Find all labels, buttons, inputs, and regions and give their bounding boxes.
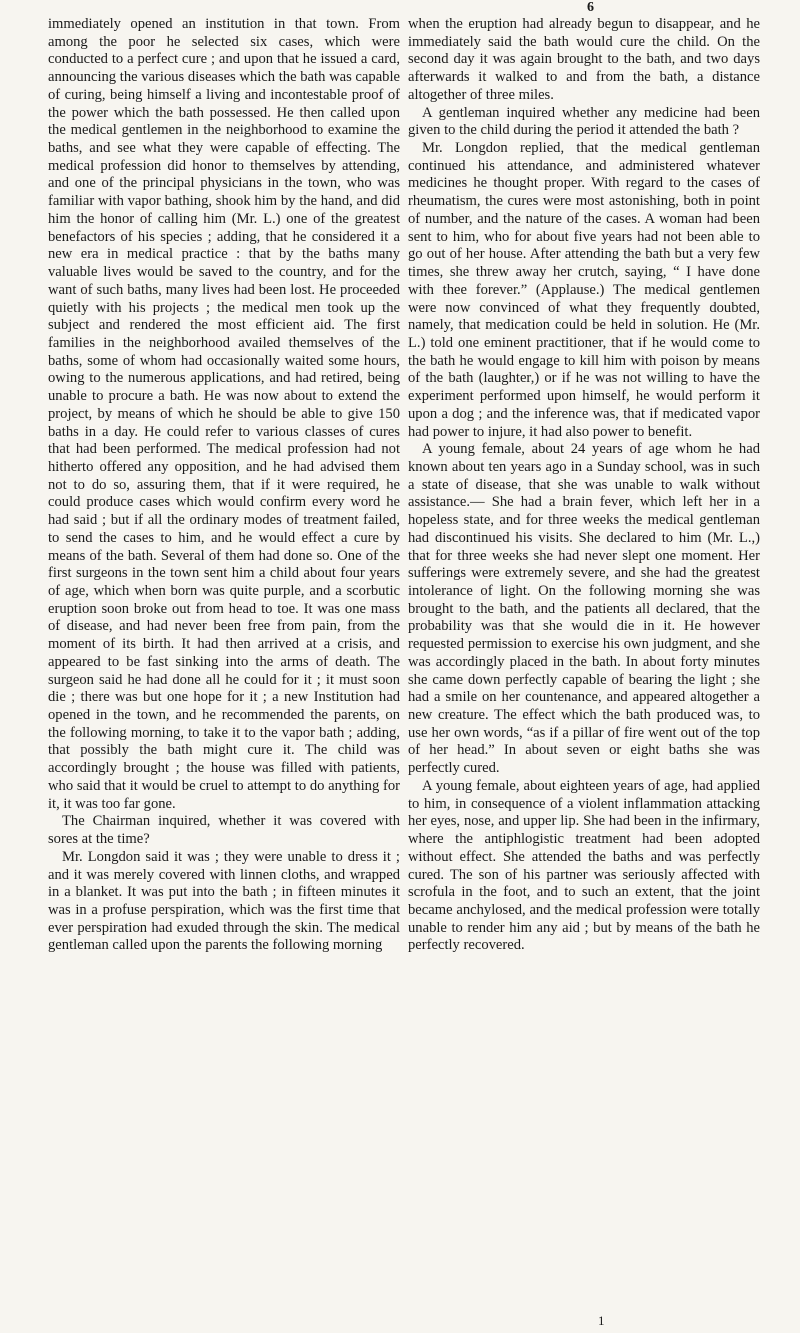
right-column — [408, 16, 760, 955]
paragraph: Mr. Longdon replied, that the medical gentleman continued his attendance, and administered whatever medicines he thought proper. With regard to the cases of rheumatism, the cures were most astonishing, both in point of number, and the nature of the cases. A woman had been sent to him, who for about five years had not been able to go out of her house. After attending the bath but a very few times, she threw away her crutch, saying, “ I have done with thee forever.” (Applause.) The medical gentlemen were now convinced of what they frequently doubted, namely, that medication could be held in solution. He (Mr. L.) told one eminent practitioner, that if he would come to the bath he would engage to kill him with poison by means of the bath (laughter,) or if he was not willing to have the experiment performed upon himself, he would perform it upon a dog ; and the inference was, that if medicated vapor had power to injure, it had also power to benefit. — [408, 140, 760, 440]
paragraph: A young female, about 24 years of age whom he had known about ten years ago in a Sunday school, was in such a state of disease, that she was unable to walk without assistance.— She had a brain fever, which left her in a hopeless state, and for three weeks the medical gentleman had discontinued his visits. She declared to him (Mr. L.,) that for three weeks she had never slept one moment. Her sufferings were extremely severe, and she had the greatest intolerance of light. On the following morning she was brought to the bath, and the patients all declared, that the probability was that she would die in it. He however requested permission to exercise his own judgment, and she was accordingly placed in the bath. In about forty minutes she came down perfectly capable of bearing the light ; she had a smile on her countenance, and appeared altogether a new creature. The effect which the bath produced was, to use her own words, “as if a pillar of fire went out of the top of her head.” In about seven or eight baths she was perfectly cured. — [408, 441, 760, 777]
page-number: 6 — [587, 0, 594, 15]
paragraph: A gentleman inquired whether any medicine had been given to the child during the period it attended the bath ? — [408, 104, 760, 139]
paragraph: The Chairman inquired, whether it was covered with sores at the time? — [48, 813, 400, 848]
paragraph: when the eruption had already begun to disappear, and he immediately said the bath would cure the child. On the second day it was again brought to the bath, and two days afterwards it walked to and from the bath, a distance altogether of three miles. — [408, 16, 760, 103]
paragraph: Mr. Longdon said it was ; they were unable to dress it ; and it was merely covered with linnen cloths, and wrapped in a blanket. It was put into the bath ; in fifteen minutes it was in a profuse perspiration, which was the first time that ever perspiration had exuded through the skin. The medical gentleman called upon the parents the following morning — [48, 848, 400, 954]
paragraph: immediately opened an institution in that town. From among the poor he selected six cases, which were conducted to a perfect cure ; and upon that he issued a card, announcing the various diseases which the bath was capable of curing, being himself a living and incontestable proof of the power which the bath possessed. He then called upon the medical gentlemen in the neighborhood to examine the baths, and see what they were capable of effecting. The medical profession did honor to themselves by attending, and one of the principal physicians in the town, who was familiar with vapor bathing, shook him by the hand, and did him the honor of calling him (Mr. L.) one of the greatest benefactors of his species ; adding, that he considered it a new era in medical practice : that by the baths many valuable lives would be saved to the country, and for the want of such baths, many lives had been lost. He proceeded quietly with his projects ; the medical men took up the subject and rendered the most efficient aid. The first families in the neighborhood availed themselves of the baths, some of whom had occasionally waited some hours, owing to the numerous applications, and had retired, being unable to procure a bath. He was now about to extend the project, by means of which he should be able to give 150 baths in a day. He could refer to various classes of cures that had been performed. The medical profession had not hitherto offered any opposition, and he had advised them not to do so, assuring them, that if it were required, he could produce cases which would confirm every word he had said ; but if all the ordinary modes of treatment failed, to send the cases to him, and he would effect a cure by means of the bath. Several of them had done so. One of the first surgeons in the town sent him a child about four years of age, which when born was quite purple, and a scorbutic eruption soon broke out from head to toe. It was one mass of disease, and had never been free from pain, from the moment of its birth. It had then arrived at a crisis, and appeared to be fast sinking into the arms of death. The surgeon said he had done all he could for it ; it must soon die ; there was but one hope for it ; a new Institution had opened in the town, and he recommended the parents, on the following morning, to take it to the vapor bath ; adding, that possibly the bath might cure it. The child was accordingly brought ; the house was filled with patients, who said that it would be cruel to attempt to do anything for it, it was too far gone. — [48, 16, 400, 812]
paragraph: A young female, about eighteen years of age, had applied to him, in consequence of a violent inflammation attacking her eyes, nose, and upper lip. She had been in the infirmary, where the antiphlogistic treatment had been adopted without effect. She attended the baths and was perfectly cured. The son of his partner was seriously affected with scrofula in the foot, and to such an extent, that the joint became anchylosed, and the medical profession were totally unable to render him any aid ; but by means of the bath he perfectly recovered. — [408, 777, 760, 954]
footer-mark: 1 — [598, 1313, 605, 1328]
left-column — [48, 16, 400, 955]
